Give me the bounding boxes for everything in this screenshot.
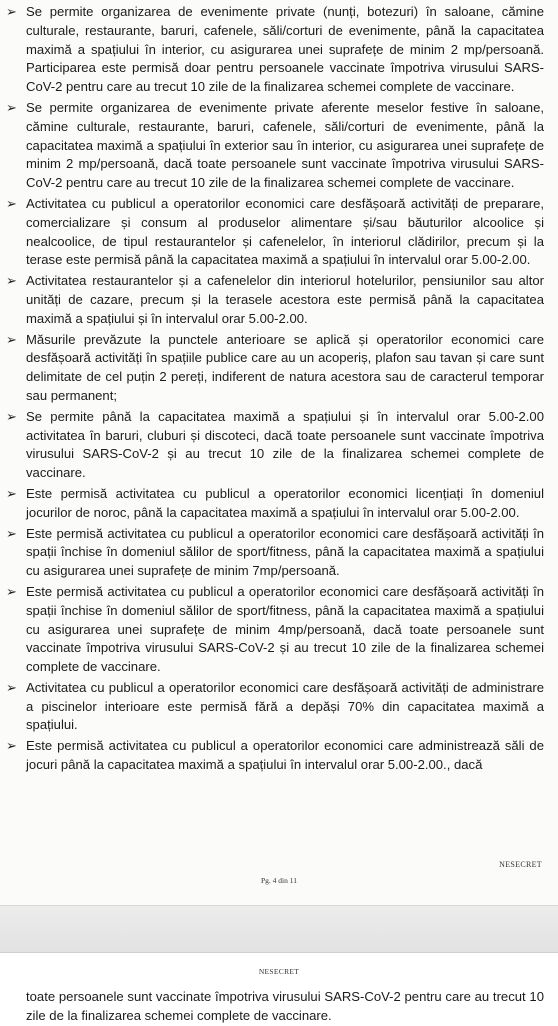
arrow-bullet-icon: ➢ <box>6 331 17 347</box>
list-item <box>0 525 558 581</box>
arrow-bullet-icon: ➢ <box>6 738 17 754</box>
list-item-text: Este permisă activitatea cu publicul a operatorilor economici care administrează săli de jocuri până la capacitatea maximă a spațiului în intervalul orar 5.00-2.00., dacă <box>26 738 544 773</box>
arrow-bullet-icon: ➢ <box>6 679 17 695</box>
list-item <box>0 583 558 677</box>
arrow-bullet-icon: ➢ <box>6 525 17 541</box>
list-item <box>0 679 558 735</box>
classification-label: NESECRET <box>258 967 300 976</box>
document-page-5 <box>0 953 558 1024</box>
list-item <box>0 195 558 270</box>
list-item <box>0 272 558 328</box>
list-item-text: Activitatea restaurantelor și a cafenelelor din interiorul hotelurilor, pensiunilor sau altor unități de cazare, precum și la terasele acestora este permisă până la capacitatea maximă a spațiului și în intervalul orar 5.00-2.00. <box>26 273 544 326</box>
continuation-text: toate persoanele sunt vaccinate împotriva virusului SARS-CoV-2 pentru care au trecut 10 zile de la finalizarea schemei complete de vaccinare. <box>26 989 544 1023</box>
list-item <box>0 485 558 523</box>
list-item <box>0 0 558 97</box>
list-item-text: Este permisă activitatea cu publicul a operatorilor economici licențiați în domeniul jocurilor de noroc, până la capacitatea maximă a spațiului în intervalul orar 5.00-2.00. <box>26 485 544 520</box>
arrow-bullet-icon: ➢ <box>6 583 17 599</box>
list-item-text: Măsurile prevăzute la punctele anterioare se aplică și operatorilor economici care desfășoară activități în spațiile publice care au un acoperiș, plafon sau tavan și care sunt delimitate de cel puțin 2 pereți, indiferent de natura acestora sau de caracterul temporar sau permanent; <box>26 331 544 403</box>
list-item-text: Este permisă activitatea cu publicul a operatorilor economici care desfășoară activități în spații închise în domeniul sălilor de sport/fitness, până la capacitatea maximă a spațiului cu asigurarea unei suprafețe de minim 4mp/persoană, dacă toate persoanele sunt vaccinate împotriva virusului SARS-CoV-2 și au trecut 10 zile de la finalizarea schemei complete de vaccinare. <box>26 583 544 675</box>
list-item <box>0 99 558 193</box>
arrow-bullet-icon: ➢ <box>6 195 17 211</box>
list-item-text: Activitatea cu publicul a operatorilor economici care desfășoară activități de preparare, comercializare și consum al produselor alimentare și/sau băuturilor alcoolice și nealcoolice, de tipul restaurantelor și cafenelelor, în interiorul clădirilor, precum și la terase este permisă până la capacitatea maximă a spațiului în intervalul orar 5.00-2.00. <box>26 195 544 268</box>
arrow-bullet-icon: ➢ <box>6 4 17 19</box>
arrow-bullet-icon: ➢ <box>6 408 17 424</box>
list-item-text: Se permite organizarea de evenimente private aferente meselor festive în saloane, cămine culturale, restaurante, baruri, cafenele, săli/corturi de evenimente, până la capacitatea maximă a spațiului în exterior sau în interior, cu asigurarea unei suprafețe de minim 2 mp/persoană, dacă toate persoanele sunt vaccinate împotriva virusului SARS-CoV-2 pentru care au trecut 10 zile de la finalizarea schemei complete de vaccinare. <box>26 99 544 191</box>
list-item-text: Se permite până la capacitatea maximă a spațiului și în intervalul orar 5.00-2.00 activitatea în baruri, cluburi și discoteci, dacă toate persoanele sunt vaccinate împotriva virusului SARS-CoV-2 și au trecut 10 zile de la finalizarea schemei complete de vaccinare. <box>26 408 544 481</box>
page-number: Pg. 4 din 11 <box>261 876 297 885</box>
list-item-text: Este permisă activitatea cu publicul a operatorilor economici care desfășoară activități în spații închise în domeniul sălilor de sport/fitness, până la capacitatea maximă a spațiului cu asigurarea unei suprafețe de minim 7mp/persoană. <box>26 525 544 579</box>
arrow-bullet-icon: ➢ <box>6 273 17 289</box>
list-item <box>0 331 558 406</box>
list-item <box>0 408 558 483</box>
page-separator <box>0 906 558 952</box>
arrow-bullet-icon: ➢ <box>6 485 17 501</box>
list-item-text: Se permite organizarea de evenimente private (nunți, botezuri) în saloane, cămine culturale, restaurante, baruri, cafenele, săli/corturi de evenimente, până la capacitatea maximă a spațiului în interior, cu asigurarea unei suprafețe de minim 2 mp/persoană. Participarea este permisă doar pentru persoanele vaccinate împotriva virusului SARS-CoV-2 pentru care au trecut 10 zile de la finalizarea schemei complete de vaccinare. <box>26 4 544 95</box>
classification-label: NESECRET <box>499 860 542 869</box>
list-item-text: Activitatea cu publicul a operatorilor economici care desfășoară activități de administrare a piscinelor interioare este permisă fără a depăși 70% din capacitatea maximă a spațiului. <box>26 679 544 733</box>
arrow-bullet-icon: ➢ <box>6 99 17 115</box>
list-item <box>0 737 558 775</box>
